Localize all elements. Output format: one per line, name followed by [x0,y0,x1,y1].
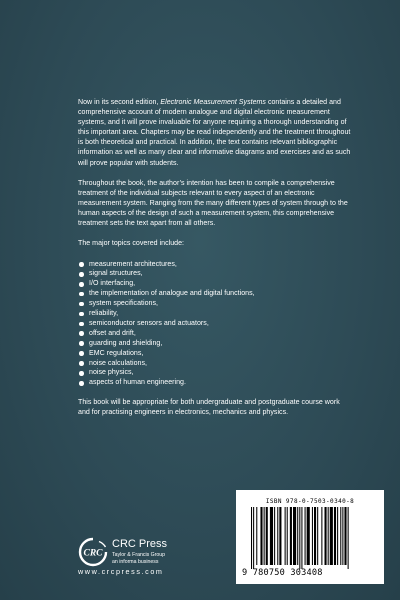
publisher-url[interactable]: www.crcpress.com [78,567,164,576]
list-item [78,349,353,359]
bullet-icon [79,272,84,277]
bullet-icon [79,312,84,317]
barcode-bar [328,507,329,565]
list-item [78,378,353,388]
barcode-bar [314,507,316,565]
publisher-group: Taylor & Francis Group [112,552,166,558]
barcode-bar [277,507,278,565]
barcode-bar [279,507,281,565]
topic-text: system specifications, [89,300,158,308]
list-item [78,319,353,329]
list-item [78,260,353,270]
barcode-digits: 9 780750 303408 [242,568,323,578]
topic-text: aspects of human engineering. [89,379,186,387]
barcode-bar [297,507,298,565]
barcode-bar [253,507,254,569]
list-item [78,368,353,378]
barcode-bar [337,507,338,565]
bullet-icon [79,331,84,336]
list-item [78,279,353,289]
intro-after: contains a detailed and comprehensive account of modern analogue and digital electronic measurement systems, and it will prove invaluable for anyone requiring a thorough understanding of this important area. Chapters may be read independently and the treatment throughout is both theoretical and practical. In addition, the text contains relevant bibliographic information as well as many clear and informative diagrams and exercises and as such will prove popular with students. [78,99,351,167]
barcode-bar [251,507,252,569]
barcode [250,507,374,569]
topic-text: noise calculations, [89,359,147,367]
barcode-bar [312,507,313,565]
book-title: Electronic Measurement Systems [160,99,266,106]
list-item [78,289,353,299]
publisher-name: CRC Press [112,538,168,550]
barcode-bar [342,507,343,565]
barcode-bar [287,507,288,565]
topics-list [78,260,353,389]
list-item [78,299,353,309]
bullet-icon [79,292,84,297]
topic-text: semiconductor sensors and actuators, [89,319,209,327]
closing-paragraph: This book will be appropriate for both undergraduate and postgraduate course work and for practising engineers in electronics, mechanics and physics. [78,399,340,417]
intro-before: Now in its second edition, [78,99,161,106]
barcode-bar [321,507,322,565]
list-item [78,359,353,369]
topic-text: measurement architectures, [89,260,177,268]
bullet-icon [79,322,84,327]
barcode-bar [299,507,300,569]
bullet-icon [79,341,84,346]
isbn-label: ISBN 978-0-7503-0340-8 [265,498,355,505]
barcode-bar [317,507,318,565]
barcode-bar [334,507,336,565]
topic-text: guarding and shielding, [89,339,163,347]
topic-text: noise physics, [89,369,134,377]
topic-text: the implementation of analogue and digital functions, [89,290,255,298]
list-item [78,269,353,279]
publisher-subtitle [112,552,165,565]
topic-text: offset and drift, [89,329,136,337]
barcode-bar [290,507,292,565]
barcode-bar [264,507,265,565]
barcode-bar [274,507,275,565]
barcode-bar [340,507,341,565]
barcode-panel [236,490,384,584]
publisher-business: an informa business [112,558,159,565]
topic-text: EMC regulations, [89,349,144,357]
logo-text: CRC [83,548,103,559]
list-item [78,329,353,339]
barcode-bar [325,507,327,565]
bullet-icon [79,262,84,267]
bullet-icon [79,302,84,307]
list-item [78,309,353,319]
intro-paragraph [78,98,353,169]
barcode-bar [285,507,286,565]
topic-text: signal structures, [89,270,143,278]
barcode-bar [348,507,349,569]
barcode-bar [293,507,296,565]
barcode-bar [330,507,333,565]
barcode-bar [307,507,310,565]
list-item [78,339,353,349]
barcode-bar [260,507,262,565]
blurb [78,98,353,429]
bullet-icon [79,282,84,287]
barcode-bar [344,507,346,565]
barcode-bar [301,507,302,569]
topics-intro: The major topics covered include: [78,240,185,248]
topic-text: reliability, [89,310,119,318]
barcode-bar [305,507,306,565]
bullet-icon [79,381,84,386]
bullet-icon [79,361,84,366]
second-paragraph: Throughout the book, the author’s intention has been to compile a comprehensive treatment of the individual subjects relevant to every aspect of an electronic measurement system. Ranging from the many different types of system through to the human aspects of the design of such a measurement system, this comprehensive treatment sets the text apart from all others. [78,179,348,228]
crc-logo-icon [78,537,108,567]
barcode-bar [270,507,273,565]
topic-text: I/O interfacing, [89,280,136,288]
barcode-bar [256,507,257,565]
barcode-bar [266,507,268,565]
bullet-icon [79,371,84,376]
bullet-icon [79,351,84,356]
